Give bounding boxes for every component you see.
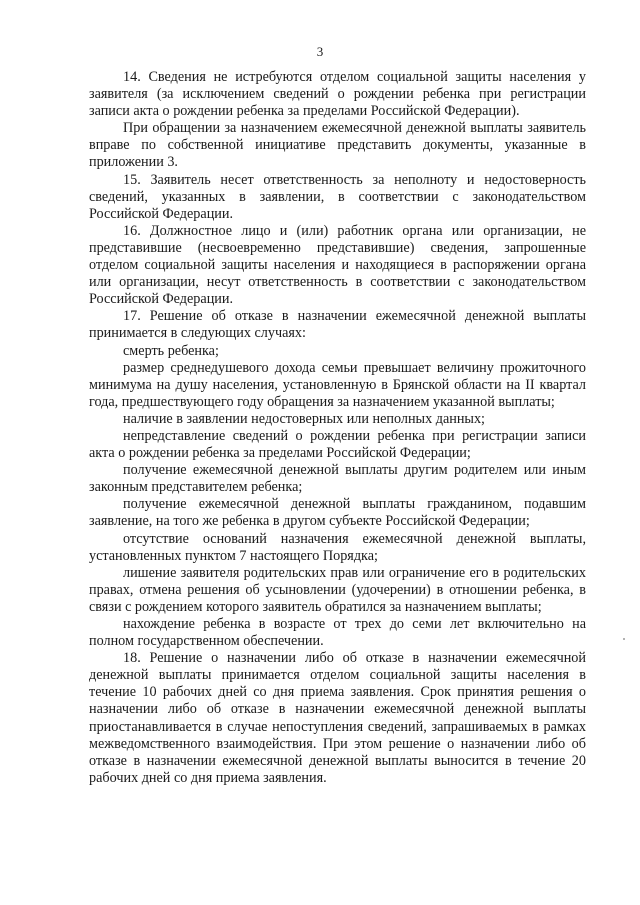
refusal-case-death: смерть ребенка; (123, 342, 219, 359)
refusal-case-parental-rights: лишение заявителя родительских прав или ограничение его в родительских правах, отмена решения об усыновлении (удочерении) в отношении ребенка, в связи с рождением которого заявитель обратился за назначением выплаты; (89, 564, 586, 615)
paragraph-16: 16. Должностное лицо и (или) работник органа или организации, не представившие (несвоевременно представившие) сведения, запрошенные отделом социальной защиты населения и находящиеся в распоряжении органа или организации, несут ответственность в соответствии с законодательством Российской Федерации. (89, 222, 586, 308)
refusal-case-other-parent: получение ежемесячной денежной выплаты другим родителем или иным законным представителем ребенка; (89, 462, 586, 496)
scan-speck (623, 638, 625, 640)
page-number: 3 (316, 44, 324, 59)
refusal-case-income: размер среднедушевого дохода семьи превышает величину прожиточного минимума на душу населения, установленную в Брянской области на II квартал года, предшествующего году обращения за назначением указанной выплаты; (89, 359, 586, 410)
paragraph-14: 14. Сведения не истребуются отделом социальной защиты населения у заявителя (за исключением сведений о рождении ребенка при регистрации записи акта о рождении ребенка за пределами Российской Федерации). (89, 69, 586, 120)
refusal-case-no-grounds: отсутствие оснований назначения ежемесячной денежной выплаты, установленных пунктом 7 настоящего Порядка; (89, 530, 586, 564)
refusal-case-false-data: наличие в заявлении недостоверных или неполных данных; (123, 410, 486, 427)
refusal-case-state-support: нахождение ребенка в возрасте от трех до семи лет включительно на полном государственном обеспечении. (89, 616, 586, 650)
refusal-case-birth-record: непредставление сведений о рождении ребенка при регистрации записи акта о рождении ребенка за пределами Российской Федерации; (89, 427, 586, 462)
paragraph-18: 18. Решение о назначении либо об отказе в назначении ежемесячной денежной выплаты принимается отделом социальной защиты населения в течение 10 рабочих дней со дня приема заявления. Срок принятия решения о назначении либо об отказе в назначении ежемесячной денежной выплаты приостанавливается в случае непоступления сведений, запрашиваемых в рамках межведомственного взаимодействия. При этом решение о назначении либо об отказе в назначении ежемесячной денежной выплаты выносится в течение 20 рабочих дней со дня приема заявления. (89, 650, 586, 786)
refusal-case-other-region: получение ежемесячной денежной выплаты гражданином, подавшим заявление, на того же ребенка в другом субъекте Российской Федерации; (89, 496, 586, 530)
paragraph-14-initiative: При обращении за назначением ежемесячной денежной выплаты заявитель вправе по собственной инициативе представить документы, указанные в приложении 3. (89, 120, 586, 171)
paragraph-17: 17. Решение об отказе в назначении ежемесячной денежной выплаты принимается в следующих случаях: (89, 308, 586, 342)
document-body (89, 69, 586, 787)
paragraph-15: 15. Заявитель несет ответственность за неполноту и недостоверность сведений, указанных в заявлении, в соответствии с законодательством Российской Федерации. (89, 171, 586, 222)
